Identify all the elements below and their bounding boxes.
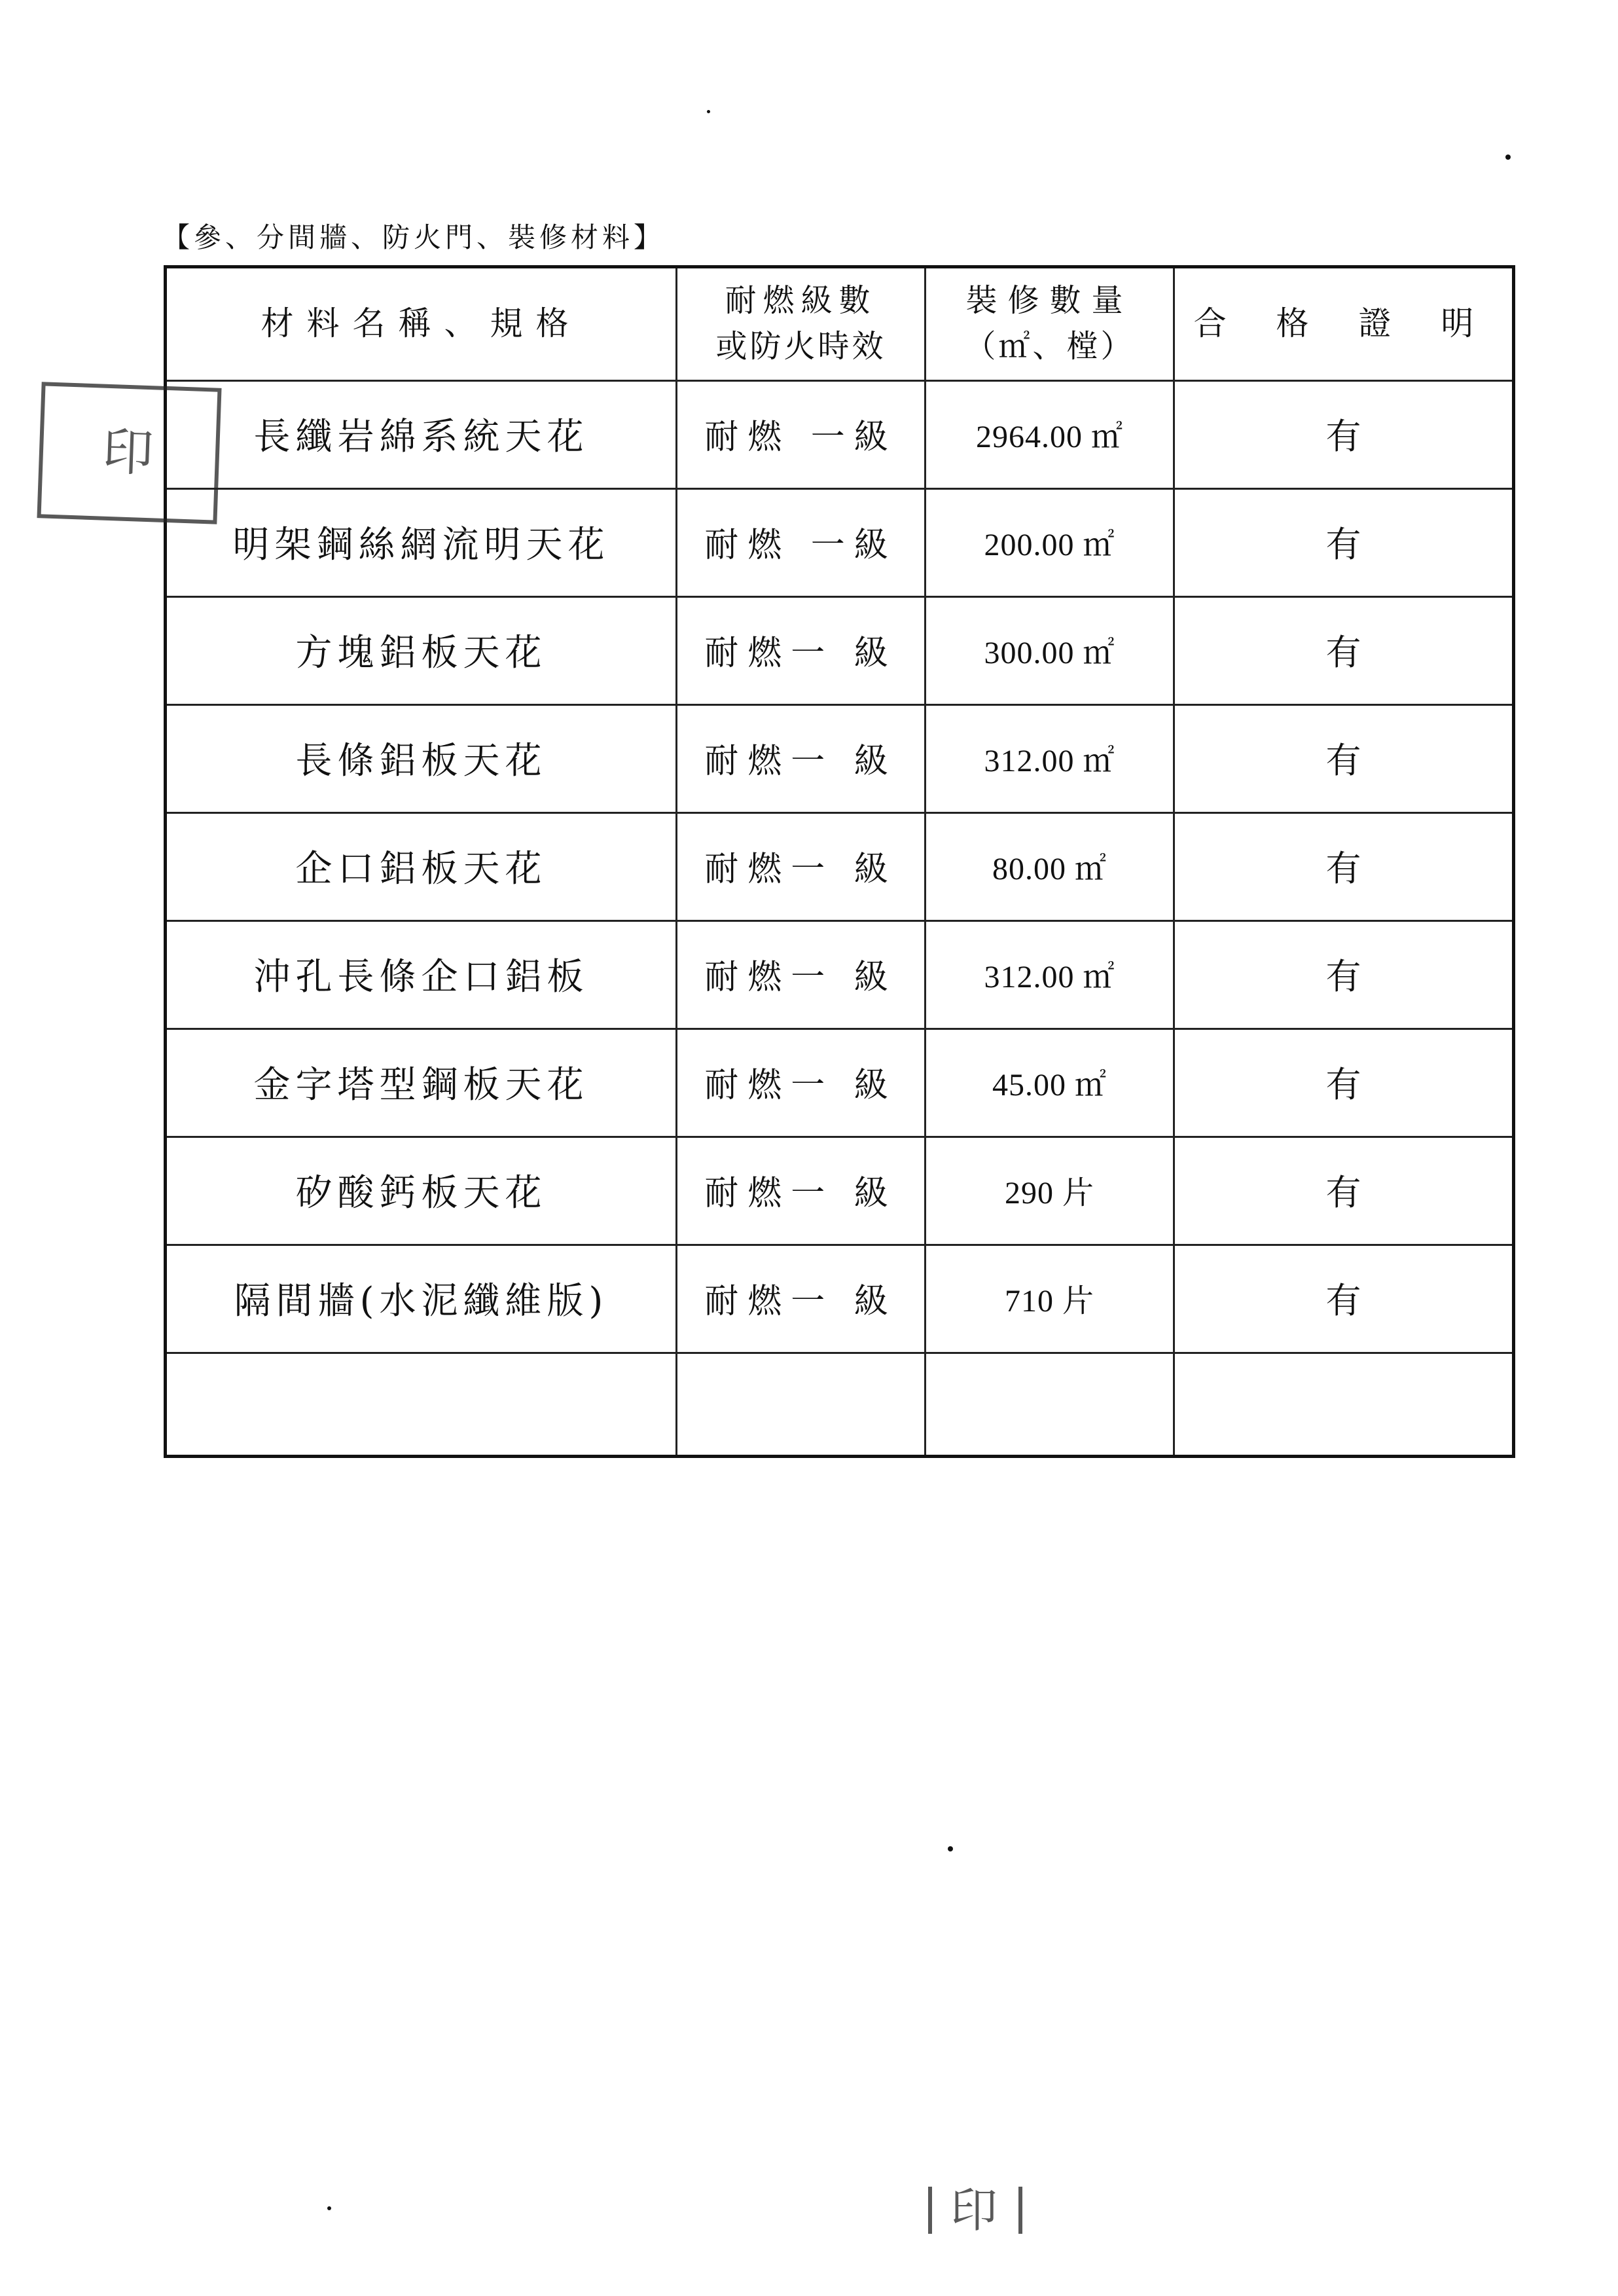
row-quantity [926,1028,1175,1136]
row-certificate [1175,704,1512,812]
row-name-text: 方塊鋁板天花 [295,631,547,674]
header-certificate-label: 合 格 證 明 [1193,304,1494,343]
row-rating [677,1136,926,1244]
row-rating [677,812,926,920]
row-certificate-text: 有 [1325,1064,1361,1105]
row-name [167,1244,677,1352]
row-certificate-text: 有 [1325,1172,1361,1213]
row-certificate-text: 有 [1325,956,1361,997]
header-material [167,268,677,380]
header-rating [677,268,926,380]
row-rating-text: 耐燃一 級 [704,1174,897,1213]
row-name [167,704,677,812]
row-quantity [926,704,1175,812]
section-title: 【參、分間牆、防火門、裝修材料】 [162,221,666,253]
row-certificate-text: 有 [1325,740,1361,781]
table-row [167,920,1512,1030]
row-certificate-text: 有 [1325,848,1361,889]
row-quantity-text: 45.00 ㎡ [992,1068,1107,1102]
row-name-text: 隔間牆(水泥纖維版) [234,1279,609,1322]
table-row [167,704,1512,814]
row-quantity [926,1136,1175,1244]
materials-table [164,265,1515,1458]
row-name [167,596,677,704]
row-name [167,1028,677,1136]
row-certificate [1175,1352,1512,1455]
row-rating [677,596,926,704]
row-name [167,380,677,488]
table-row [167,1136,1512,1246]
row-name-text: 金字塔型鋼板天花 [253,1063,589,1106]
table-header-row [167,268,1512,382]
row-quantity-text: 290 片 [1004,1176,1094,1211]
header-quantity [926,268,1175,380]
table-row [167,1244,1512,1354]
row-name [167,1352,677,1455]
row-rating-text: 耐燃一 級 [704,850,897,889]
row-rating [677,380,926,488]
row-certificate [1175,1244,1512,1352]
row-name [167,920,677,1028]
row-rating-text: 耐燃一 級 [704,1282,897,1321]
header-quantity-line2: （㎡、樘） [964,328,1135,365]
row-rating [677,1028,926,1136]
row-name [167,812,677,920]
header-material-label: 材料名稱、規格 [261,304,582,343]
row-certificate [1175,920,1512,1028]
row-rating-text: 耐燃一 級 [704,634,897,673]
table-row [167,1028,1512,1138]
row-quantity-text: 312.00 ㎡ [984,744,1115,778]
row-name-text: 明架鋼絲網流明天花 [232,523,610,566]
row-certificate [1175,1028,1512,1136]
header-quantity-line1: 裝修數量 [965,282,1134,319]
row-quantity [926,920,1175,1028]
table-row-empty [167,1352,1512,1455]
header-rating-line1: 耐燃級數 [725,282,877,319]
row-quantity [926,488,1175,596]
row-quantity-text: 80.00 ㎡ [992,852,1107,886]
row-rating [677,920,926,1028]
row-certificate [1175,1136,1512,1244]
row-quantity-text: 312.00 ㎡ [984,960,1115,994]
row-quantity-text: 200.00 ㎡ [984,528,1115,562]
row-name-text: 沖孔長條企口鋁板 [253,955,589,998]
row-name [167,488,677,596]
scan-speck [707,110,710,113]
row-name-text: 企口鋁板天花 [295,847,547,890]
row-quantity [926,1244,1175,1352]
row-name [167,1136,677,1244]
seal-stamp-bottom-mark: 印 [928,2187,1022,2234]
header-certificate [1175,268,1512,380]
row-quantity-text: 710 片 [1004,1284,1094,1319]
row-name-text: 矽酸鈣板天花 [295,1171,547,1214]
row-certificate [1175,812,1512,920]
row-name-text: 長纖岩綿系統天花 [253,415,589,458]
table-row [167,488,1512,598]
table-row [167,596,1512,706]
row-certificate-text: 有 [1325,1280,1361,1321]
row-certificate [1175,488,1512,596]
row-name-text: 長條鋁板天花 [295,739,547,782]
row-rating [677,1352,926,1455]
seal-stamp-top [37,382,221,524]
row-rating-text: 耐燃 一級 [704,526,897,565]
row-quantity [926,1352,1175,1455]
row-certificate-text: 有 [1325,632,1361,673]
row-rating-text: 耐燃一 級 [704,742,897,781]
row-quantity [926,380,1175,488]
row-certificate-text: 有 [1325,416,1361,457]
scan-speck [948,1846,953,1851]
scan-speck [1505,155,1511,160]
row-rating [677,704,926,812]
row-quantity [926,596,1175,704]
seal-stamp-bottom [844,2159,1106,2261]
row-rating [677,1244,926,1352]
row-rating-text: 耐燃 一級 [704,418,897,457]
row-quantity-text: 300.00 ㎡ [984,636,1115,670]
row-quantity [926,812,1175,920]
row-rating [677,488,926,596]
scan-speck [327,2206,331,2210]
row-certificate-text: 有 [1325,524,1361,565]
seal-stamp-top-mark: 印 [101,422,158,484]
header-rating-line2: 或防火時效 [715,328,886,365]
row-rating-text: 耐燃一 級 [704,958,897,997]
table-row [167,812,1512,922]
row-quantity-text: 2964.00 ㎡ [975,420,1123,454]
row-rating-text: 耐燃一 級 [704,1066,897,1105]
row-certificate [1175,596,1512,704]
table-row [167,380,1512,490]
row-certificate [1175,380,1512,488]
